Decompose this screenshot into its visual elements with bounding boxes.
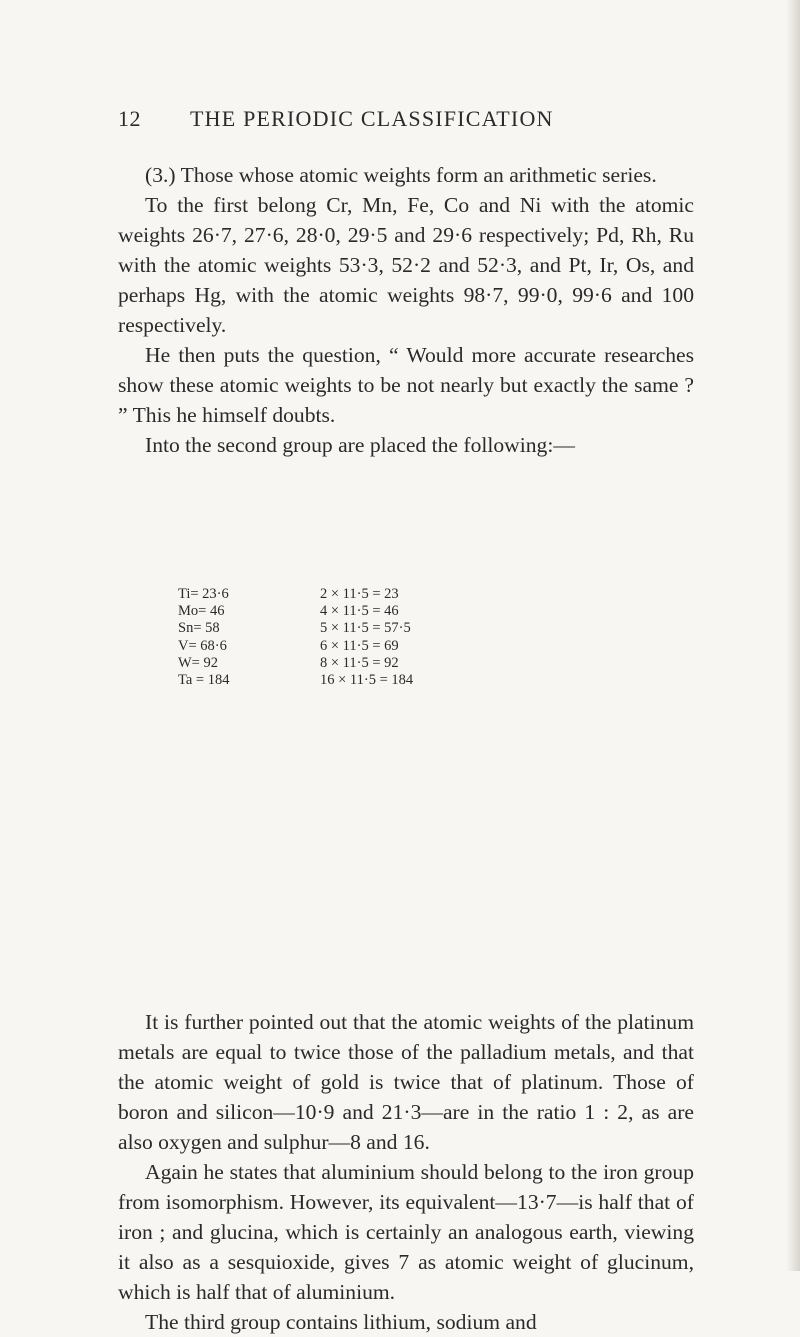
- table-cell-calculation: 8 × 11·5 = 92: [320, 654, 399, 671]
- table-cell-element: Ta = 184: [178, 671, 230, 688]
- text-after-table: [118, 1007, 694, 1337]
- paragraph: He then puts the question, “ Would more accurate researches show these atomic weights to be not nearly but exactly the same ? ” This he himself doubts.: [118, 343, 694, 427]
- table-row: [178, 620, 598, 637]
- table-cell-calculation: 4 × 11·5 = 46: [320, 603, 399, 620]
- paragraph: Into the second group are placed the following:—: [145, 433, 575, 457]
- table-cell-calculation: 6 × 11·5 = 69: [320, 637, 399, 654]
- table-cell-element: Mo= 46: [178, 603, 225, 620]
- table-cell-calculation: 2 × 11·5 = 23: [320, 586, 399, 602]
- table-row: [178, 655, 598, 672]
- table-cell-calculation: 5 × 11·5 = 57·5: [320, 620, 411, 637]
- text-before-table: [118, 160, 694, 460]
- table-cell-calculation: 16 × 11·5 = 184: [320, 671, 414, 688]
- paragraph: Again he states that aluminium should belong to the iron group from isomorphism. However, its equivalent—13·7—is half that of iron ; and glucina, which is certainly an analogous earth, viewing it also as a sesquioxide, gives 7 as atomic weight of glucinum, which is half that of aluminium.: [118, 1160, 694, 1304]
- table-cell-element: W= 92: [178, 654, 218, 671]
- table-cell-element: V= 68·6: [178, 637, 227, 654]
- table-cell-element: Ti= 23·6: [178, 586, 229, 602]
- table-row: [178, 672, 598, 689]
- atomic-weight-table: [178, 586, 598, 689]
- table-row: [178, 638, 598, 655]
- paragraph: The third group contains lithium, sodium and: [145, 1310, 537, 1334]
- running-head: THE PERIODIC CLASSIFICATION: [190, 106, 554, 131]
- paragraph: (3.) Those whose atomic weights form an arithmetic series.: [145, 163, 657, 187]
- paragraph: It is further pointed out that the atomic weights of the platinum metals are equal to twice those of the palladium metals, and that the atomic weight of gold is twice that of platinum. Those of boron and silicon—10·9 and 21·3—are in the ratio 1 : 2, as are also oxygen and sulphur—8 and 16.: [118, 1010, 694, 1154]
- page-header: [118, 98, 718, 138]
- table-cell-element: Sn= 58: [178, 620, 220, 637]
- table-row: [178, 603, 598, 620]
- table-row: [178, 586, 598, 603]
- page-edge-shadow: [786, 0, 800, 1271]
- paragraph: To the first belong Cr, Mn, Fe, Co and Ni with the atomic weights 26·7, 27·6, 28·0, 29·5 and 29·6 respectively; Pd, Rh, Ru with the atomic weights 53·3, 52·2 and 52·3, and Pt, Ir, Os, and perhaps Hg, with the atomic weights 98·7, 99·0, 99·6 and 100 respectively.: [118, 193, 694, 337]
- page-number: 12: [118, 106, 141, 131]
